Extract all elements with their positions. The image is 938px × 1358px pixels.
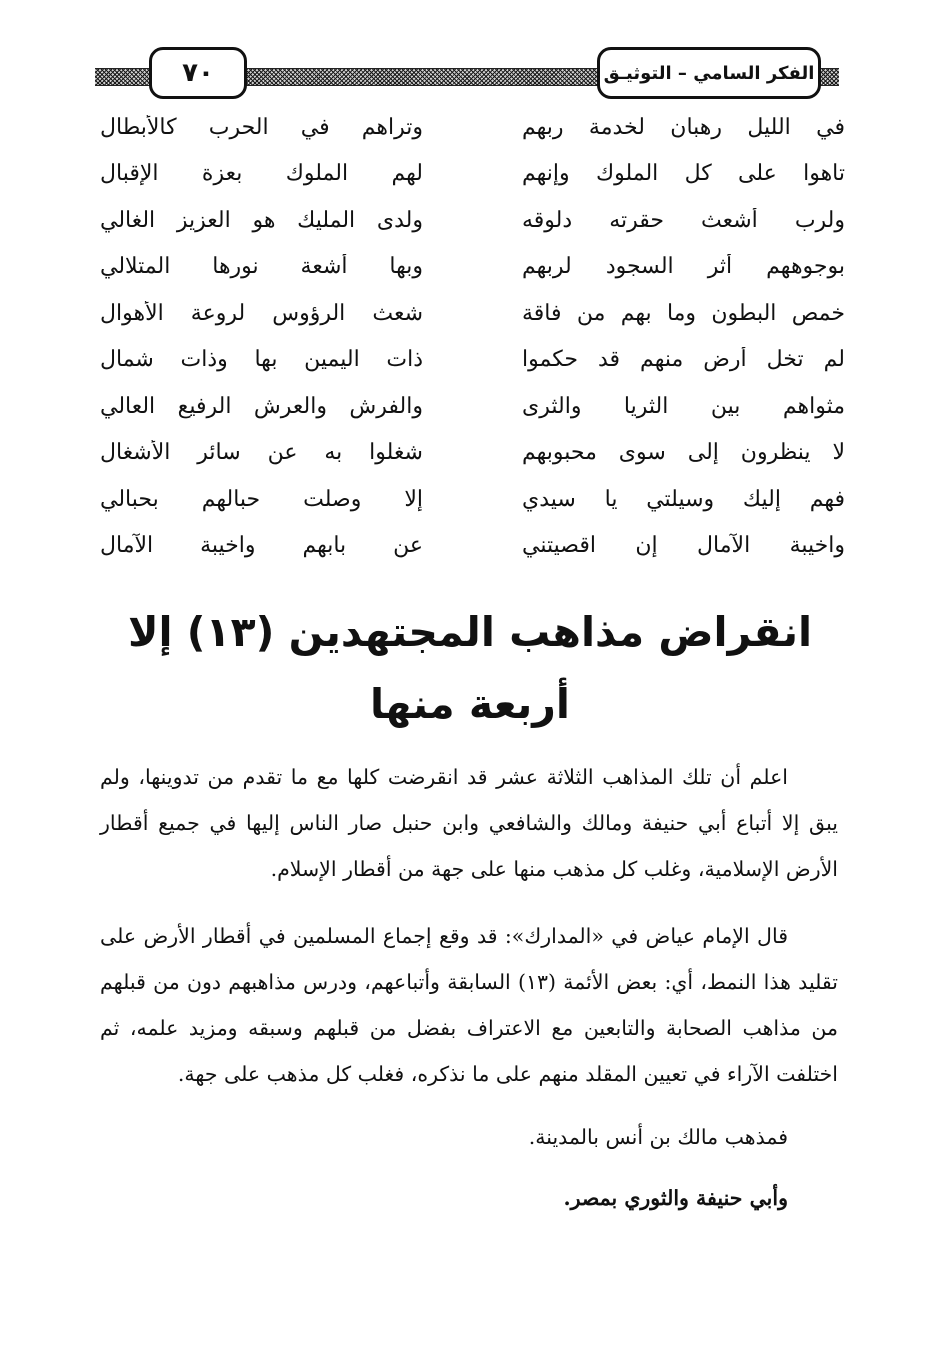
verse-second-hemistich: وبها أشعة نورها المتلالي [100,254,423,280]
poem-verse [100,197,845,244]
verse-second-hemistich: ذات اليمين بها وذات شمال [100,347,423,373]
poem-verse [100,476,845,523]
verse-second-hemistich: إلا وصلت حبالهم بحبالي [100,486,423,512]
madhhab-line: فمذهب مالك بن أنس بالمدينة. [528,1125,788,1149]
verse-first-hemistich: مثواهم بين الثريا والثرى [522,393,845,419]
paragraph: اعلم أن تلك المذاهب الثلاثة عشر قد انقرضت كلها مع ما تقدم من تدوينها، ولم يبق إلا أتباع أبي حنيفة ومالك والشافعي وابن حنبل صار الناس إليها في جميع أقطار الأرض الإسلامية، وغلب كل مذهب منها على جهة من أقطار الإسلام. [100,765,838,881]
verse-second-hemistich: ولدى المليك هو العزيز الغالي [100,207,423,233]
page-number: ٧٠ [149,47,247,99]
poem-verse [100,244,845,291]
verse-first-hemistich: في الليل رهبان لخدمة ربهم [522,114,845,140]
paragraph: قال الإمام عياض في «المدارك»: قد وقع إجماع المسلمين في أقطار الأرض على تقليد هذا النمط، أي: بعض الأئمة (١٣) السابقة وأتباعهم، ودرس مذاهبهم دون من قبلهم من مذاهب الصحابة والتابعين مع الاعتراف بفضل من قبلهم وسبقه ومزيد علمه، ثم اختلفت الآراء في تعيين المقلد منهم على ما نذكره، فغلب كل مذهب على جهة. [100,924,838,1086]
body-text [100,754,838,1221]
section-title: انقراض مذاهب المجتهدين (١٣) إلا أربعة منها [127,608,813,728]
poem-verse [100,337,845,384]
verse-first-hemistich: خمص البطون وما بهم من فاقة [522,300,845,326]
verse-second-hemistich: والفرش والعرش الرفيع العالي [100,393,423,419]
madhhab-line: وأبي حنيفة والثوري بمصر. [563,1186,788,1210]
poem [100,104,845,569]
verse-second-hemistich: شغلوا به عن سائر الأشغال [100,440,423,466]
verse-first-hemistich: فهم إليك وسيلتي يا سيدي [522,486,845,512]
poem-verse [100,523,845,570]
verse-first-hemistich: لا ينظرون إلى سوى محبوبهم [522,440,845,466]
verse-second-hemistich: وتراهم في الحرب كالأبطال [100,114,423,140]
verse-first-hemistich: لم تخل أرض منهم قد حكموا [522,347,845,373]
poem-verse [100,383,845,430]
poem-verse [100,290,845,337]
page-header [95,44,839,100]
running-title: الفكر السامي – التوثيـق [597,47,821,99]
verse-first-hemistich: بوجوههم أثر السجود لربهم [522,254,845,280]
verse-first-hemistich: تاهوا على كل الملوك وإنهم [522,161,845,187]
verse-second-hemistich: لهم الملوك بعزة الإقبال [100,161,423,187]
verse-first-hemistich: واخيبة الآمال إن اقصيتني [522,533,845,559]
poem-verse [100,430,845,477]
verse-second-hemistich: عن بابهم واخيبة الآمال [100,533,423,559]
poem-verse [100,151,845,198]
verse-second-hemistich: شعث الرؤوس لروعة الأهوال [100,300,423,326]
poem-verse [100,104,845,151]
verse-first-hemistich: ولرب أشعث حقرته دلوقه [522,207,845,233]
